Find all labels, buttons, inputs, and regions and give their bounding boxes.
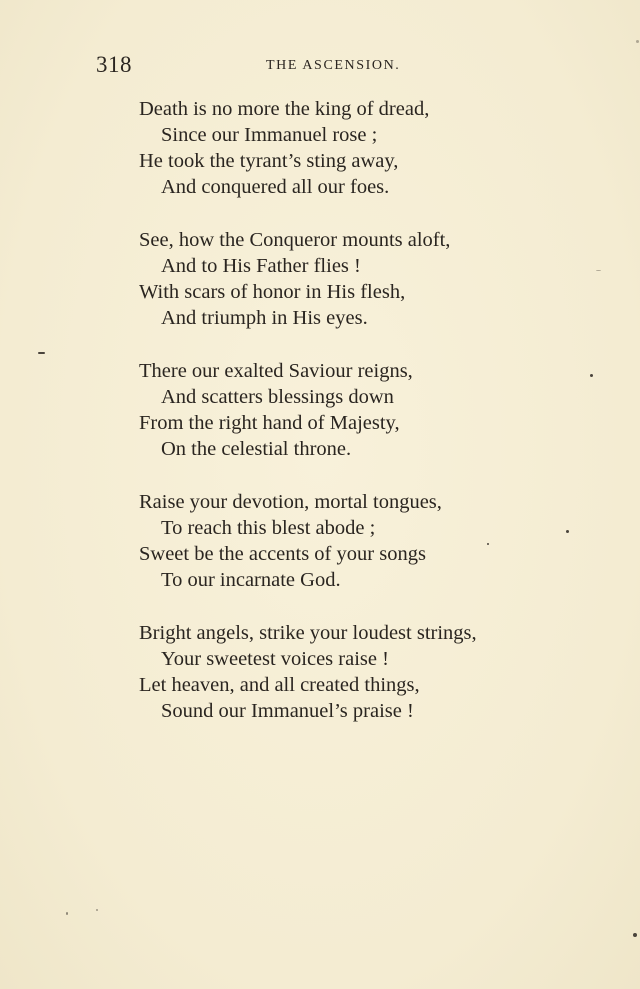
- poem-line: Sweet be the accents of your songs: [139, 543, 426, 565]
- paper-speck: [487, 543, 489, 545]
- paper-speck: [590, 374, 593, 377]
- poem-line: To reach this blest abode ;: [161, 517, 376, 539]
- poem-line: Your sweetest voices raise !: [161, 648, 389, 670]
- poem-line: There our exalted Saviour reigns,: [139, 360, 413, 382]
- stanza: [139, 227, 559, 331]
- poem: [139, 96, 559, 751]
- poem-line: Death is no more the king of dread,: [139, 98, 430, 120]
- paper-speck: [633, 933, 637, 937]
- poem-line: Sound our Immanuel’s praise !: [161, 700, 414, 722]
- page-header: [96, 52, 546, 82]
- poem-line: To our incarnate God.: [161, 569, 341, 591]
- poem-line: Bright angels, strike your loudest strings,: [139, 622, 477, 644]
- poem-line: And triumph in His eyes.: [161, 307, 368, 329]
- paper-speck: [596, 270, 601, 271]
- poem-line: Since our Immanuel rose ;: [161, 124, 378, 146]
- stanza: [139, 620, 559, 724]
- paper-speck: [66, 912, 68, 915]
- poem-line: See, how the Conqueror mounts aloft,: [139, 229, 451, 251]
- stanza: [139, 96, 559, 200]
- paper-speck: [96, 909, 98, 911]
- poem-line: And conquered all our foes.: [161, 176, 390, 198]
- running-title: THE ASCENSION.: [266, 58, 401, 73]
- poem-line: On the celestial throne.: [161, 438, 352, 460]
- paper-speck: [566, 530, 569, 533]
- poem-line: With scars of honor in His flesh,: [139, 281, 406, 303]
- poem-line: Raise your devotion, mortal tongues,: [139, 491, 442, 513]
- stanza: [139, 489, 559, 593]
- poem-line: From the right hand of Majesty,: [139, 412, 400, 434]
- paper-speck: [636, 40, 639, 43]
- stanza: [139, 358, 559, 462]
- poem-line: And to His Father flies !: [161, 255, 361, 277]
- paper-speck: [38, 352, 45, 354]
- page-number: 318: [96, 52, 132, 77]
- poem-line: He took the tyrant’s sting away,: [139, 150, 399, 172]
- poem-line: And scatters blessings down: [161, 386, 394, 408]
- poem-line: Let heaven, and all created things,: [139, 674, 420, 696]
